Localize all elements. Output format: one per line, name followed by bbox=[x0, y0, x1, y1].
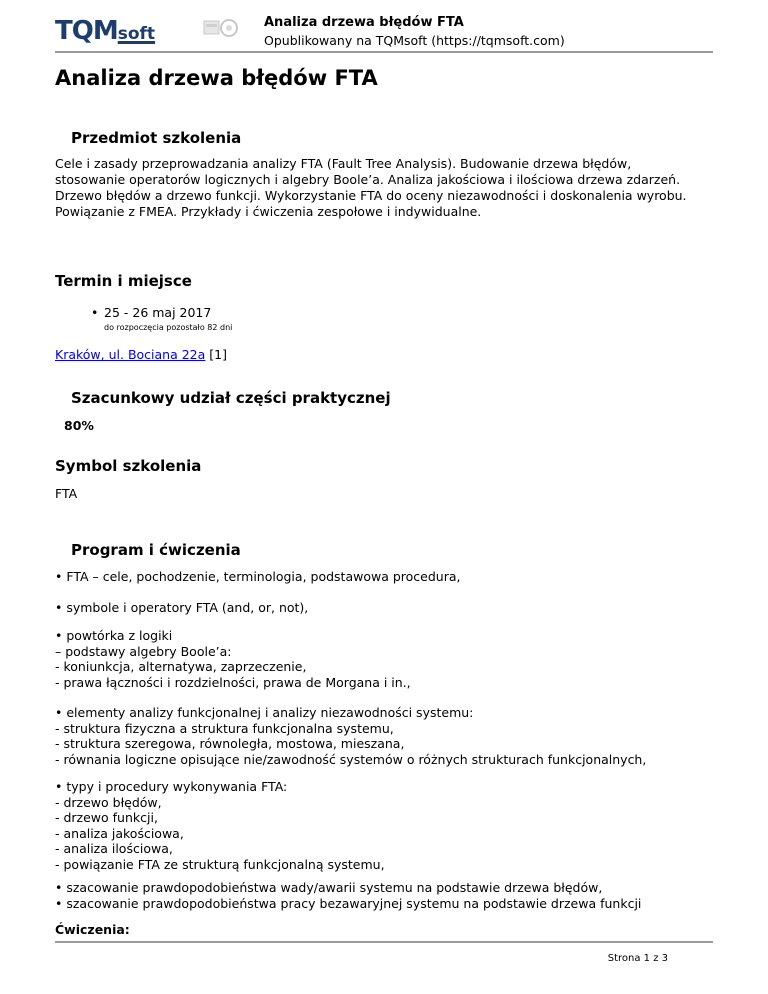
schedule-date: 25 - 26 maj 2017 bbox=[104, 305, 212, 320]
header-title: Analiza drzewa błędów FTA bbox=[264, 15, 464, 30]
program-heading: Program i ćwiczenia bbox=[71, 541, 241, 559]
subject-line: Powiązanie z FMEA. Przykłady i ćwiczenia zespołowe i indywidualne. bbox=[55, 204, 482, 219]
page-number: Strona 1 z 3 bbox=[607, 953, 668, 964]
logo-main-text: TQM bbox=[55, 16, 118, 46]
symbol-value: FTA bbox=[55, 486, 78, 501]
location-line bbox=[55, 347, 227, 363]
program-block: • elementy analizy funkcjonalnej i analizy niezawodności systemu: - struktura fizyczna a struktura funkcjonalna systemu, - struktura szeregowa, równoległa, mostowa, mieszana, - równania logiczne opisujące nie/zawodność systemów o różnych strukturach funkcjonalnych, bbox=[55, 705, 647, 767]
schedule-heading: Termin i miejsce bbox=[55, 272, 192, 290]
page-header bbox=[55, 12, 713, 52]
subject-heading: Przedmiot szkolenia bbox=[71, 129, 242, 147]
location-link[interactable]: Kraków, ul. Bociana 22a bbox=[55, 347, 206, 362]
header-divider bbox=[55, 51, 713, 53]
exercises-label: Ćwiczenia: bbox=[55, 922, 130, 937]
subject-line: Cele i zasady przeprowadzania analizy FTA (Fault Tree Analysis). Budowanie drzewa błędów, bbox=[55, 156, 632, 171]
location-ref: [1] bbox=[209, 347, 228, 362]
logo-mark-icon bbox=[203, 16, 239, 40]
footer-divider bbox=[55, 941, 713, 943]
logo-sub-text: soft bbox=[117, 24, 156, 44]
bullet-icon: • bbox=[91, 305, 99, 320]
program-block: • powtórka z logiki – podstawy algebry Boole’a: - koniunkcja, alternatywa, zaprzeczenie, - prawa łączności i rozdzielności, prawa de Morgana i in., bbox=[55, 628, 411, 690]
practical-value: 80% bbox=[64, 418, 94, 433]
page-title: Analiza drzewa błędów FTA bbox=[55, 66, 378, 90]
practical-heading: Szacunkowy udział części praktycznej bbox=[71, 389, 391, 407]
schedule-countdown: do rozpoczęcia pozostało 82 dni bbox=[104, 323, 233, 332]
tqmsoft-logo bbox=[55, 16, 155, 46]
program-block: • typy i procedury wykonywania FTA: - drzewo błędów, - drzewo funkcji, - analiza jakościowa, - analiza ilościowa, - powiązanie FTA ze strukturą funkcjonalną systemu, bbox=[55, 779, 385, 872]
header-published: Opublikowany na TQMsoft (https://tqmsoft.com) bbox=[264, 33, 565, 48]
subject-line: stosowanie operatorów logicznych i algebry Boole’a. Analiza jakościowa i ilościowa drzewa zdarzeń. bbox=[55, 172, 681, 187]
program-block: • symbole i operatory FTA (and, or, not), bbox=[55, 600, 309, 615]
program-block: • szacowanie prawdopodobieństwa wady/awarii systemu na podstawie drzewa błędów, • szacowanie prawdopodobieństwa pracy bezawaryjnej systemu na podstawie drzewa funkcji bbox=[55, 880, 642, 911]
subject-line: Drzewo błędów a drzewo funkcji. Wykorzystanie FTA do oceny niezawodności i doskonalenia wyrobu. bbox=[55, 188, 687, 203]
symbol-heading: Symbol szkolenia bbox=[55, 457, 202, 475]
program-block: • FTA – cele, pochodzenie, terminologia, podstawowa procedura, bbox=[55, 569, 461, 584]
